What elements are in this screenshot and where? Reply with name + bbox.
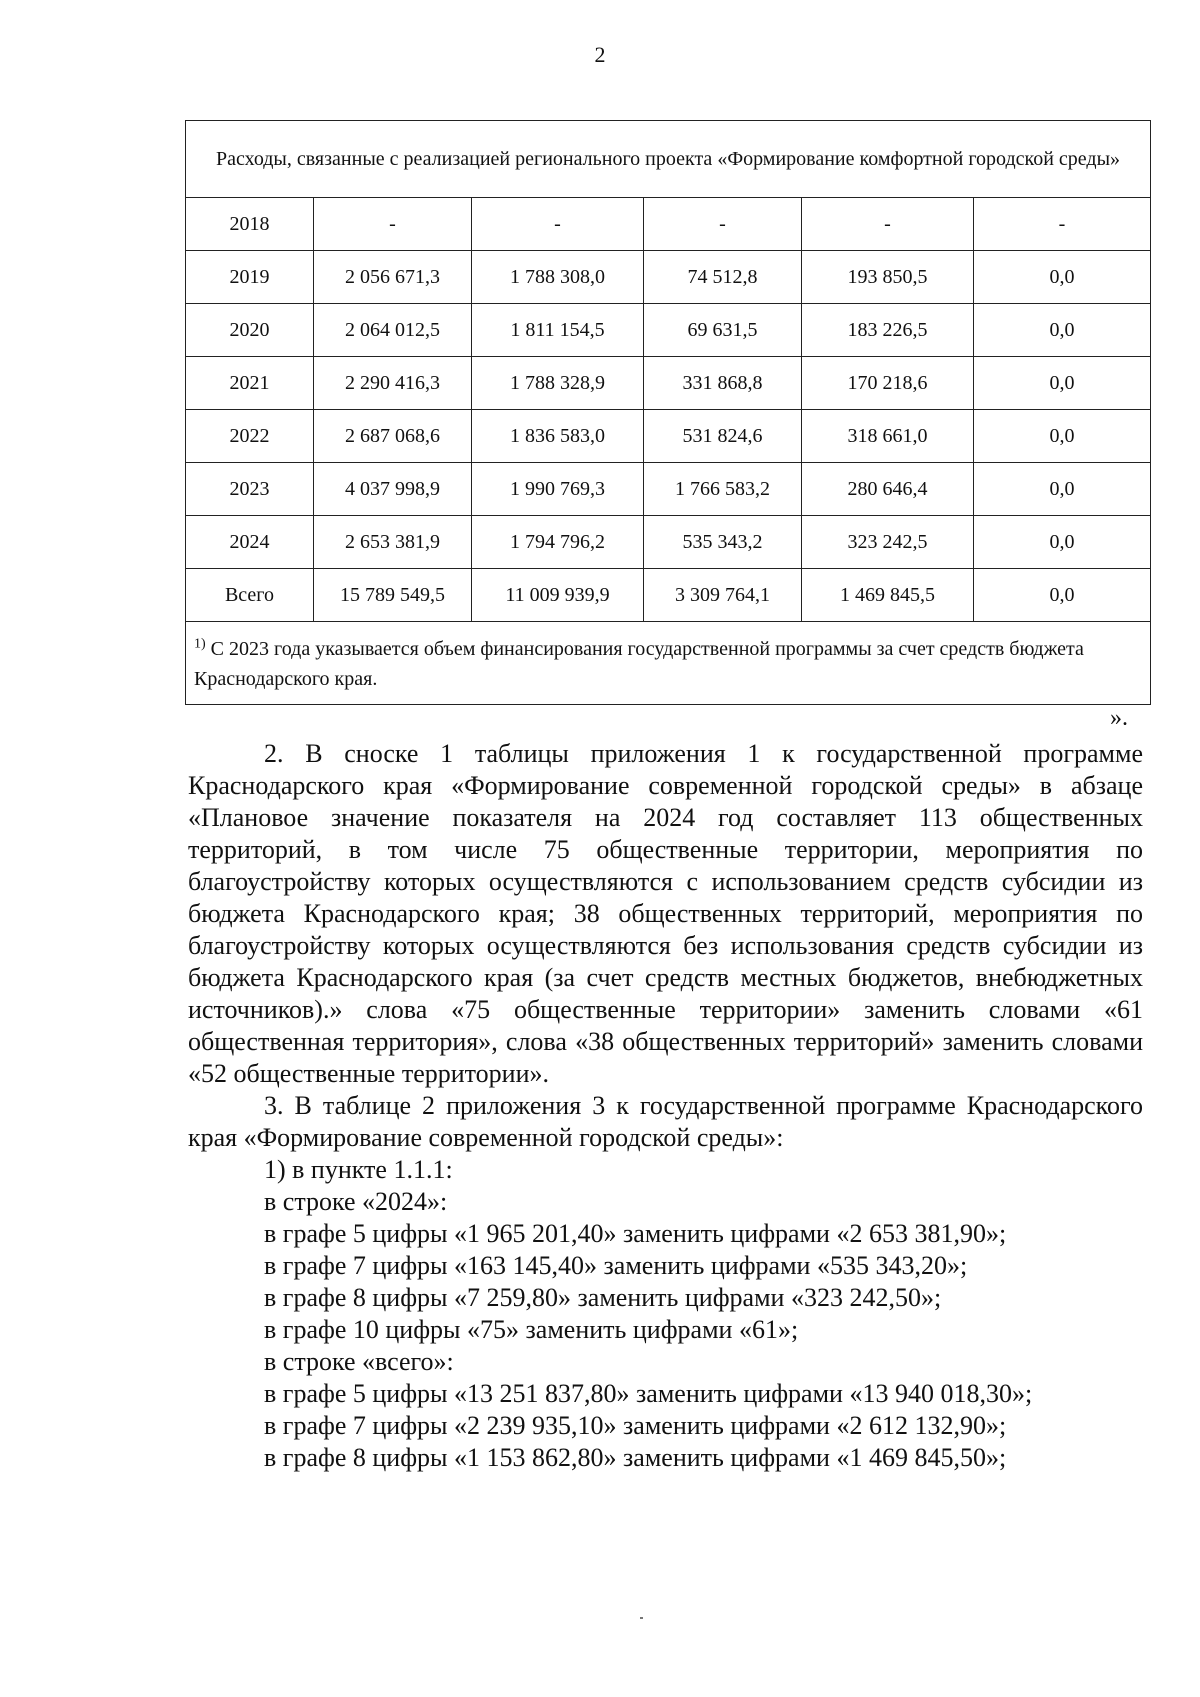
table-cell: 74 512,8 [644,251,802,304]
table-cell: 11 009 939,9 [472,569,644,622]
table-cell: 1 990 769,3 [472,463,644,516]
table-cell: 531 824,6 [644,410,802,463]
table-row [186,463,1151,516]
table-cell: 193 850,5 [802,251,974,304]
table-cell: 2024 [186,516,314,569]
text-line: в графе 8 цифры «1 153 862,80» заменить цифрами «1 469 845,50»; [264,1443,1007,1472]
text-line: в графе 7 цифры «2 239 935,10» заменить цифрами «2 612 132,90»; [264,1411,1007,1440]
table-cell: 2021 [186,357,314,410]
table-cell: - [472,198,644,251]
table-cell: 0,0 [974,463,1151,516]
footnote-mark: 1) [194,636,206,652]
table-cell: 2022 [186,410,314,463]
paragraph-2: 2. В сноске 1 таблицы приложения 1 к государственной программе Краснодарского края «Формирование современной городской среды» в абзаце «Плановое значение показателя на 2024 год составляет 113 общественных территорий, в том числе 75 общественные территории, мероприятия по благоустройству которых осуществляются с использованием средств субсидии из бюджета Краснодарского края; 38 общественных территорий, мероприятия по благоустройству которых осуществляются без использования средств субсидии из бюджета Краснодарского края (за счет средств местных бюджетов, внебюджетных источников).» слова «75 общественные территории» заменить словами «61 общественная территория», слова «38 общественных территорий» заменить словами «52 общественные территории». [188,739,1143,1088]
text-line: в строке «всего»: [264,1347,454,1376]
paragraph-3: 3. В таблице 2 приложения 3 к государственной программе Краснодарского края «Формирование современной городской среды»: [188,1091,1143,1152]
table-cell: 2 064 012,5 [314,304,472,357]
table-cell: 2 687 068,6 [314,410,472,463]
table-cell: 69 631,5 [644,304,802,357]
table-row-total [186,569,1151,622]
budget-table [185,120,1151,705]
table-cell: 323 242,5 [802,516,974,569]
text-line: в графе 7 цифры «163 145,40» заменить цифрами «535 343,20»; [264,1251,968,1280]
table-cell: 1 766 583,2 [644,463,802,516]
table-cell: 0,0 [974,357,1151,410]
text-line: в графе 10 цифры «75» заменить цифрами «61»; [264,1315,799,1344]
table-cell: - [314,198,472,251]
table-cell: 1 836 583,0 [472,410,644,463]
table-cell: 4 037 998,9 [314,463,472,516]
text-line: в графе 5 цифры «1 965 201,40» заменить цифрами «2 653 381,90»; [264,1219,1007,1248]
scan-speck [640,1617,643,1619]
table-cell: 535 343,2 [644,516,802,569]
text-line: в графе 5 цифры «13 251 837,80» заменить цифрами «13 940 018,30»; [264,1379,1033,1408]
body-text [188,738,1143,1474]
table-cell: - [974,198,1151,251]
table-footnote [186,622,1151,705]
table-cell: 2 290 416,3 [314,357,472,410]
table-cell: 1 788 308,0 [472,251,644,304]
table-cell: 1 794 796,2 [472,516,644,569]
table-row [186,357,1151,410]
budget-table-wrapper [185,120,1150,705]
table-cell: 2023 [186,463,314,516]
closing-quote: ». [1110,705,1128,731]
table-row [186,198,1151,251]
table-cell: 2018 [186,198,314,251]
table-cell: 1 469 845,5 [802,569,974,622]
table-cell: 0,0 [974,569,1151,622]
table-header-cell: Расходы, связанные с реализацией регионального проекта «Формирование комфортной городской среды» [186,121,1151,198]
table-row [186,251,1151,304]
table-cell: 2019 [186,251,314,304]
table-cell: 2 056 671,3 [314,251,472,304]
table-cell: 183 226,5 [802,304,974,357]
text-line: в строке «2024»: [264,1187,448,1216]
table-cell: 170 218,6 [802,357,974,410]
table-row [186,516,1151,569]
table-cell: 331 868,8 [644,357,802,410]
table-cell: 1 788 328,9 [472,357,644,410]
table-row [186,304,1151,357]
table-row [186,410,1151,463]
table-cell: 0,0 [974,304,1151,357]
table-cell: 1 811 154,5 [472,304,644,357]
table-cell: 0,0 [974,516,1151,569]
table-cell: 15 789 549,5 [314,569,472,622]
table-cell: 2 653 381,9 [314,516,472,569]
text-line: в графе 8 цифры «7 259,80» заменить цифрами «323 242,50»; [264,1283,942,1312]
table-cell: 0,0 [974,410,1151,463]
page-number: 2 [594,42,606,67]
footnote-text: С 2023 года указывается объем финансирования государственной программы за счет средств бюджета Краснодарского края. [194,638,1084,690]
table-cell: - [802,198,974,251]
table-cell: 2020 [186,304,314,357]
table-cell: 318 661,0 [802,410,974,463]
table-footnote-row [186,622,1151,705]
table-cell: Всего [186,569,314,622]
table-cell: 3 309 764,1 [644,569,802,622]
table-cell: 0,0 [974,251,1151,304]
text-line: 1) в пункте 1.1.1: [264,1155,453,1184]
table-header-row [186,121,1151,198]
table-cell: - [644,198,802,251]
table-cell: 280 646,4 [802,463,974,516]
